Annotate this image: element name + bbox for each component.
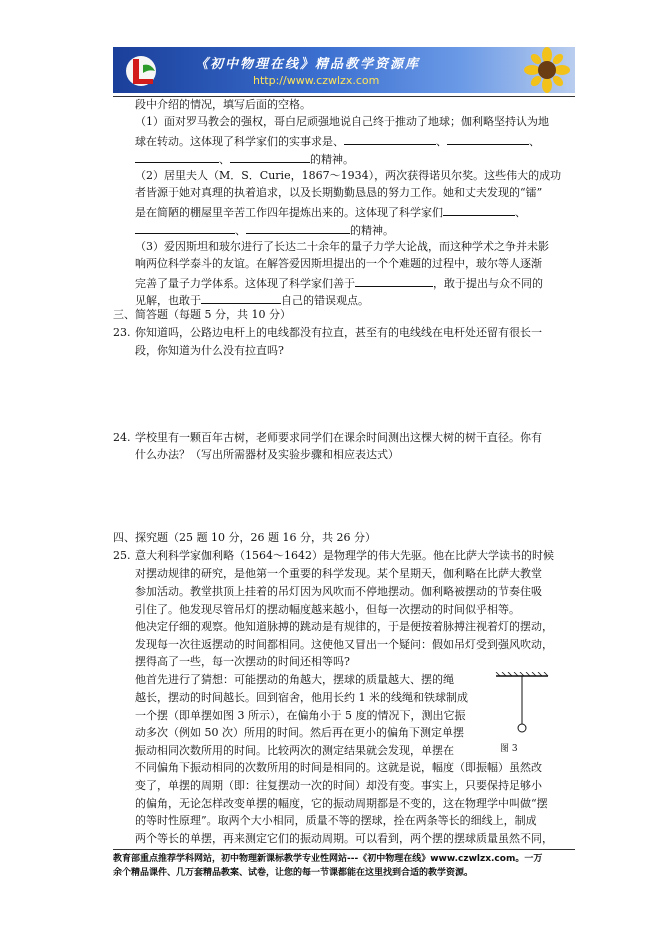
- answer-blank[interactable]: [201, 292, 281, 304]
- text-segment: 、: [529, 135, 540, 148]
- text-line: （1）面对罗马教会的强权，哥白尼顽强地说自己终于推动了地球；伽利略坚持认为地: [135, 115, 549, 128]
- text-line: 变了，单摆的周期（即：往复摆动一次的时间）却没有变。事实上，只要保持足够小: [135, 779, 542, 792]
- text-line: 你知道吗，公路边电杆上的电线都没有拉直，甚至有的电线线在电杆处还留有很长一: [135, 326, 542, 339]
- text-segment: 、: [436, 135, 447, 148]
- footer-line: 余个精品课件、几万套精品教案、试卷，让您的每一节课都能在这里找到合适的教学资源。: [113, 868, 474, 878]
- text-segment: 自己的错误观点。: [281, 294, 369, 307]
- footer-rule: [113, 849, 575, 850]
- text-segment: 的精神。: [350, 224, 394, 237]
- section-heading: 三、简答题（每题 5 分，共 10 分）: [113, 308, 291, 321]
- site-logo-icon: [125, 51, 161, 89]
- text-segment: 的精神。: [310, 153, 354, 166]
- sunflower-icon: [523, 47, 571, 93]
- question-number: 25.: [113, 549, 131, 562]
- text-line: 意大利科学家伽利略（1564～1642）是物理学的伟大先驱。他在比萨大学读书的时候: [135, 549, 554, 562]
- text-segment: 球在转动。这体现了科学家们的实事求是、: [135, 135, 344, 148]
- text-line: 他首先进行了猜想：可能摆动的角越大，摆球的质量越大、摆的绳: [135, 673, 454, 686]
- text-line: 什么办法？（写出所需器材及实验步骤和相应表达式）: [135, 448, 399, 461]
- question-number: 23.: [113, 326, 131, 339]
- text-line: 摆得高了一些，每一次摆动的时间还相等吗?: [135, 655, 350, 668]
- answer-blank[interactable]: [447, 133, 529, 145]
- text-segment: 、: [219, 153, 230, 166]
- text-line: 者皆源于她对真理的执着追求，以及长期勤勤恳恳的努力工作。她和丈夫发现的“镭”: [135, 186, 543, 199]
- answer-blank[interactable]: [246, 222, 350, 234]
- text-line: [135, 275, 543, 291]
- text-line: 一个摆（即单摆如图 3 所示），在偏角小于 5 度的情况下，测出它振: [135, 709, 466, 722]
- text-line: 振动相同次数所用的时间。比较两次的测定结果就会发现，单摆在: [135, 744, 454, 757]
- text-line: 参加活动。教堂拱顶上挂着的吊灯因为风吹而不停地摆动。伽利略被摆动的节奏住吸: [135, 585, 542, 598]
- answer-blank[interactable]: [230, 151, 310, 163]
- header-banner: [113, 47, 575, 93]
- question-number: 24.: [113, 431, 131, 444]
- text-line: 不同偏角下振动相同的次数所用的时间是相同的。这就是说，幅度（即振幅）虽然改: [135, 761, 542, 774]
- text-segment: 、: [515, 206, 526, 219]
- text-line: 的等时性原理”。取两个大小相同，质量不等的摆球，拴在两条等长的细线上，制成: [135, 814, 537, 827]
- text-segment: 是在简陋的棚屋里辛苦工作四年提炼出来的。这体现了科学家们: [135, 206, 443, 219]
- figure-caption: 图 3: [500, 744, 518, 754]
- header-rule: [113, 96, 575, 97]
- text-line: 发现每一次往返摆动的时间都相同。这使他又冒出一个疑问：假如吊灯受到强风吹动，: [135, 638, 553, 651]
- footer-line: 教育部重点推荐学科网站，初中物理新课标教学专业性网站---《初中物理在线》www.czwlzx.com。一万: [113, 854, 543, 864]
- text-line: 引住了。他发现尽管吊灯的摆动幅度越来越小，但每一次摆动的时间似乎相等。: [135, 603, 520, 616]
- text-line: [135, 222, 394, 238]
- pendulum-figure: [494, 672, 550, 752]
- text-line: [135, 151, 354, 167]
- text-line: 动多次（例如 50 次）所用的时间。然后再在更小的偏角下测定单摆: [135, 726, 464, 739]
- answer-blank[interactable]: [443, 204, 515, 216]
- text-line: 对摆动规律的研究，是他第一个重要的科学发现。某个星期天，伽利略在比萨大教堂: [135, 567, 542, 580]
- text-line: 两个等长的单摆，再来测定它们的振动周期。可以看到，两个摆的摆球质量虽然不同，: [135, 832, 553, 845]
- text-segment: ，敢于提出与众不同的: [433, 277, 543, 290]
- text-line: [135, 292, 369, 308]
- site-title: 《初中物理在线》精品教学资源库: [195, 57, 421, 72]
- text-segment: 、: [235, 224, 246, 237]
- text-line: [135, 133, 540, 149]
- text-line: [135, 204, 526, 220]
- text-line: 他决定仔细的观察。他知道脉搏的跳动是有规律的，于是便按着脉搏注视着灯的摆动，: [135, 620, 553, 633]
- text-line: 学校里有一颗百年古树，老师要求同学们在课余时间测出这棵大树的树干直径。你有: [135, 431, 542, 444]
- text-line: （2）居里夫人（M．S．Curie，1867～1934），两次获得诺贝尔奖。这些伟大的成功: [135, 169, 562, 182]
- text-segment: 见解，也敢于: [135, 294, 201, 307]
- answer-blank[interactable]: [135, 222, 235, 234]
- site-url[interactable]: http://www.czwlzx.com: [253, 74, 380, 87]
- text-segment: 完善了量子力学体系。这体现了科学家们善于: [135, 277, 355, 290]
- text-line: 的偏角，无论怎样改变单摆的幅度，它的振动周期都是不变的，这在物理学中叫做“摆: [135, 797, 548, 810]
- text-line: 越长，摆动的时间越长。回到宿舍，他用长约 1 米的线绳和铁球制成: [135, 691, 468, 704]
- text-line: 段中介绍的情况，填写后面的空格。: [135, 98, 311, 111]
- text-line: 段，你知道为什么没有拉直吗?: [135, 344, 284, 357]
- answer-blank[interactable]: [344, 133, 436, 145]
- answer-blank[interactable]: [135, 151, 219, 163]
- text-line: 响两位科学泰斗的友谊。在解答爱因斯坦提出的一个个难题的过程中，玻尔等人逐渐: [135, 257, 542, 270]
- section-heading: 四、探究题（25 题 10 分，26 题 16 分，共 26 分）: [113, 531, 376, 544]
- text-line: （3）爱因斯坦和玻尔进行了长达二十余年的量子力学大论战，而这种学术之争并未影: [135, 240, 549, 253]
- answer-blank[interactable]: [355, 275, 433, 287]
